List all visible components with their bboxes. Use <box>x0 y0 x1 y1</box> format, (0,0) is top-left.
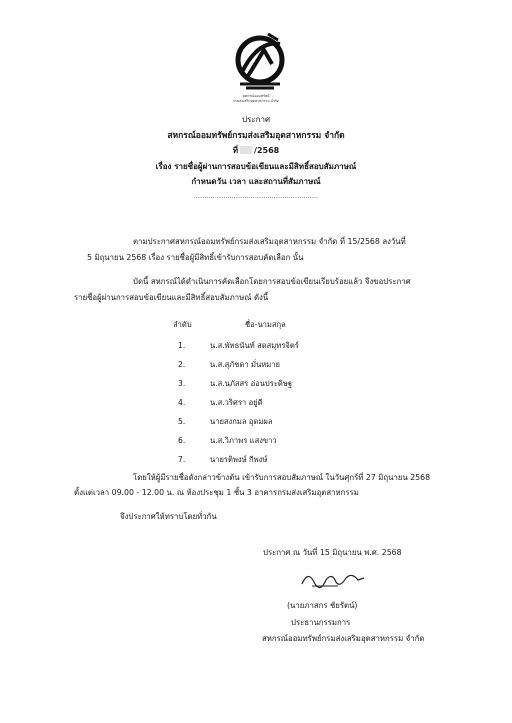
cooperative-logo <box>228 30 292 94</box>
list-item <box>178 454 267 466</box>
list-item <box>178 397 263 409</box>
list-item-number: 4. <box>178 398 186 407</box>
date-line: ประกาศ ณ วันที่ 15 มิถุนายน พ.ศ. 2568 <box>263 548 402 557</box>
col-no-label: ลำดับ <box>173 320 192 329</box>
subject: เรื่อง รายชื่อผู้ผ่านการสอบข้อเขียนและมีสิทธิ์สอบสัมภาษณ์ <box>155 162 357 171</box>
list-item-name: น.ส.วิภาพร แสงขาว <box>210 436 277 445</box>
list-item-name: น.ส.สุภัชดา มั่นหมาย <box>210 360 280 369</box>
para1-line1: ตามประกาศสหกรณ์ออมทรัพย์กรมส่งเสริมอุตสาหกรรม จำกัด ที่ 15/2568 ลงวันที่ <box>133 237 406 246</box>
para4: จึงประกาศให้ทราบโดยทั่วกัน <box>120 512 217 521</box>
signer-org: สหกรณ์ออมทรัพย์กรมส่งเสริมอุตสาหกรรม จำกัด <box>262 634 425 643</box>
list-item <box>178 359 280 371</box>
list-item-name: น.ส.พัทธนันท์ สดสมุทรจิตร์ <box>210 341 299 350</box>
list-item-number: 2. <box>178 360 186 369</box>
org-name: สหกรณ์ออมทรัพย์กรมส่งเสริมอุตสาหกรรม จำกัด <box>167 131 345 141</box>
list-item-number: 7. <box>178 455 186 464</box>
signature <box>298 566 368 592</box>
redacted-number <box>240 146 252 154</box>
list-item-name: น.ส.วริศรา อยู่ดี <box>210 398 263 407</box>
para1-line2: 5 มิถุนายน 2568 เรื่อง รายชื่อผู้มีสิทธิ์เข้ารับการสอบคัดเลือก นั้น <box>87 253 304 262</box>
list-item-number: 5. <box>178 417 186 426</box>
list-item <box>178 435 277 447</box>
logo-caption: สหกรณ์ออมทรัพย์ กรมส่งเสริมอุตสาหกรรม จำกัด <box>232 94 280 103</box>
doc-number: ที่ /2568 <box>232 146 280 155</box>
list-item <box>178 416 273 428</box>
list-item-number: 3. <box>178 379 186 388</box>
para3-line2: ตั้งแต่เวลา 09.00 - 12.00 น. ณ ห้องประชุม 1 ชั้น 3 อาคารกรมส่งเสริมอุตสาหกรรม <box>74 488 359 497</box>
list-header <box>173 319 286 331</box>
list-item-number: 6. <box>178 436 186 445</box>
col-name-label: ชื่อ-นามสกุล <box>245 320 286 329</box>
list-item <box>178 340 299 352</box>
list-item-name: นายรติพงษ์ กีพงษ์ <box>210 455 268 464</box>
para2-line2: รายชื่อผู้ผ่านการสอบข้อเขียนและมีสิทธิ์สอบสัมภาษณ์ ดังนี้ <box>74 293 269 302</box>
list-item-name: น.ส.นภัสสร อ่อนประดิษฐ <box>210 379 293 388</box>
list-item-number: 1. <box>178 341 186 350</box>
para3-line1: โดยให้ผู้มีรายชื่อดังกล่าวข้างต้น เข้ารับการสอบสัมภาษณ์ ในวันศุกร์ที่ 27 มิถุนายน 2568 <box>133 473 431 482</box>
para2-line1: บัดนี้ สหกรณ์ได้ดำเนินการคัดเลือกโดยการสอบข้อเขียนเรียบร้อยแล้ว จึงขอประกาศ <box>133 277 411 286</box>
header-separator: ........................................................... <box>193 193 319 200</box>
subject-line2: กำหนดวัน เวลา และสถานที่สัมภาษณ์ <box>191 177 321 186</box>
list-item <box>178 378 292 390</box>
signer-name: (นายภาสกร ชัยรัตน์) <box>287 601 358 610</box>
signer-title: ประธานกรรมการ <box>291 618 351 627</box>
doc-type: ประกาศ <box>241 115 271 124</box>
list-item-name: นายสงกมล อุดมผล <box>210 417 273 426</box>
